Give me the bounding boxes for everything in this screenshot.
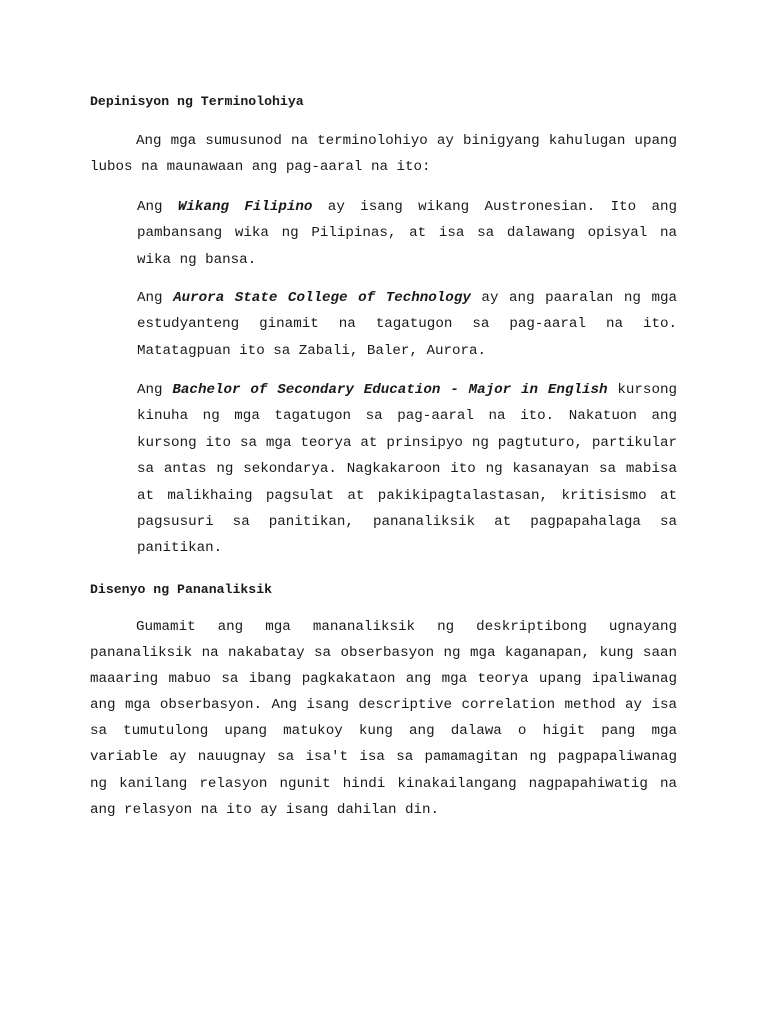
term-lead: Ang [137,382,173,398]
section-heading-terminology: Depinisyon ng Terminolohiya [90,94,304,109]
term-name: Wikang Filipino [177,199,313,215]
design-paragraph: Gumamit ang mga mananaliksik ng deskriptibong ugnayang pananaliksik na nakabatay sa obserbasyon ng mga kaganapan, kung saan maaaring mabuo sa ibang pagkakataon ang mga teorya upang ipaliwanag ang mga obserbasyon. Ang isang descriptive correlation method ay isa sa tumutulong upang matukoy kung ang dalawa o higit pang mga variable ay nauugnay sa isa't isa sa pamamagitan ng pagpapaliwanag ng kanilang relasyon ngunit hindi kinakailangang nagpapahiwatig na ang relasyon na ito ay isang dahilan din. [90,619,677,818]
term-definition: kursong kinuha ng mga tagatugon sa pag-aaral na ito. Nakatuon ang kursong ito sa mga teorya at prinsipyo ng pagtuturo, partikular sa antas ng sekondarya. Nagkakaroon ito ng kasanayan sa mabisa at malikhaing pagsulat at pakikipagtalastasan, kritisismo at pagsusuri sa panitikan, pananaliksik at pagpapahalaga sa panitikan. [137,382,677,557]
term-definition: ay isang wikang Austronesian. Ito ang pambansang wika ng Pilipinas, at isa sa dalawang opisyal na wika ng bansa. [137,199,677,268]
term-item-bsed-english [137,377,677,562]
term-item-aurora-state-college [137,285,677,364]
section-heading-design: Disenyo ng Pananaliksik [90,582,273,597]
term-item-wikang-filipino [137,194,677,273]
term-name: Aurora State College of Technology [173,290,471,306]
term-definition: ay ang paaralan ng mga estudyanteng ginamit na tagatugon sa pag-aaral na ito. Matatagpuan ito sa Zabali, Baler, Aurora. [137,290,677,359]
term-name: Bachelor of Secondary Education - Major in English [172,382,608,398]
term-lead: Ang [137,199,178,215]
terminology-intro-paragraph: Ang mga sumusunod na terminolohiyo ay binigyang kahulugan upang lubos na maunawaan ang pag-aaral na ito: [90,133,677,176]
term-lead: Ang [137,290,174,306]
